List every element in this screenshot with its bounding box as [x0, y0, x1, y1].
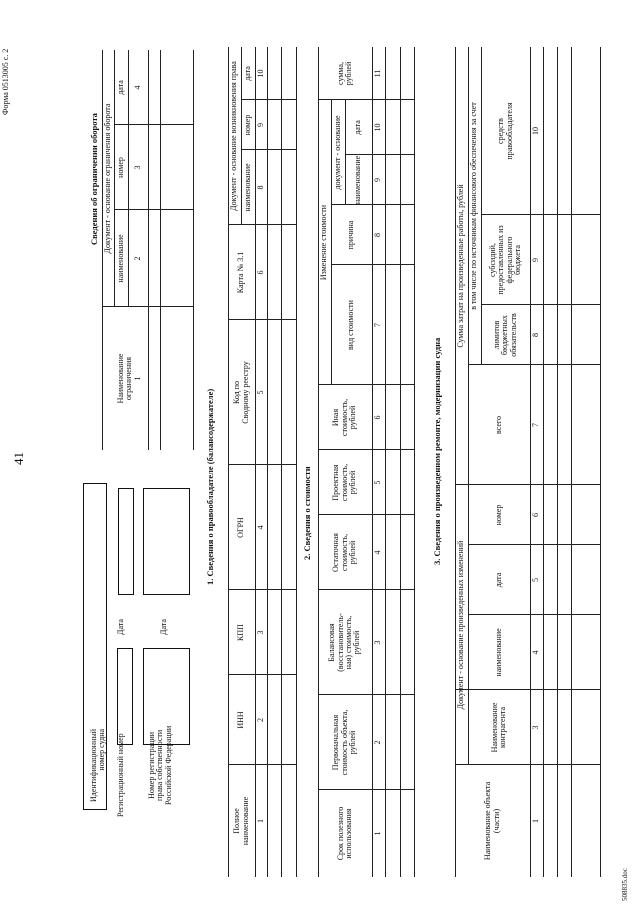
reg-rights-box: [143, 648, 190, 745]
section1-col-doc-date: дата: [242, 66, 252, 81]
section2-title: 2. Сведения о стоимости: [302, 466, 312, 560]
section2-num-6: 6: [373, 415, 383, 420]
section3-num-7: 7: [531, 423, 541, 427]
restrictions-col-doc: Документ - основание ограничения оборота: [102, 103, 112, 254]
section2-num-1: 1: [373, 831, 383, 836]
section3-col-doc: Документ - основание произведенных изменений: [456, 540, 466, 710]
section2-col-sum: сумма, рублей: [335, 61, 353, 86]
section1-col-card: Карта № 3.1: [236, 251, 246, 294]
restrictions-num-1: 1: [132, 376, 142, 381]
restrictions-num-2: 2: [132, 256, 142, 261]
section2-num-11: 11: [373, 69, 383, 78]
section2-num-4: 4: [373, 550, 383, 555]
section1-num-2: 2: [255, 718, 265, 722]
section1-num-4: 4: [255, 525, 265, 530]
reg-number-label: Регистрационный номер: [116, 733, 125, 817]
ident-number-box: [83, 483, 107, 810]
restrictions-col-name: Наименование ограничения: [115, 353, 133, 404]
section3-col-contractor: Наименование контрагента: [489, 702, 507, 753]
section1-col-doc-number: номер: [242, 114, 252, 136]
section3-col-object: Наименование объекта (части): [483, 781, 501, 861]
section1-num-9: 9: [255, 123, 265, 127]
section2-col-other-cost: Иная стоимость, рублей: [331, 398, 358, 437]
section3-col-subsidies: субсидий, предоставленных из федерального бюджета: [487, 225, 522, 295]
restrictions-col-docname: наименование: [115, 234, 125, 283]
reg-date-box: [118, 488, 134, 595]
section3-col-own-funds: средств правообладателя: [496, 102, 514, 160]
section3-col-doc-date: дата: [493, 572, 503, 588]
section3-num-1: 1: [531, 819, 541, 823]
section1-num-5: 5: [255, 390, 265, 395]
section3-col-doc-name: наименование: [493, 628, 503, 677]
restrictions-title: Сведения об ограничении оборота: [89, 113, 99, 245]
section1-col-registry: Код по Сводному реестру: [232, 361, 250, 424]
restrictions-col-date: дата: [115, 80, 125, 95]
section2-col-residual-cost: Остаточная стоимость, рублей: [331, 533, 358, 572]
section2-num-2: 2: [373, 740, 383, 745]
section3-num-10: 10: [531, 127, 541, 135]
section2-col-doc: документ - основание: [332, 115, 342, 190]
section2-col-doc-name: наименование: [353, 155, 363, 205]
restrictions-num-3: 3: [132, 165, 142, 170]
page-number: 41: [11, 452, 26, 465]
ident-number-label: Идентификационный номер судна: [89, 728, 107, 802]
section1-num-6: 6: [255, 270, 265, 275]
section3-num-9: 9: [531, 258, 541, 262]
section1-num-1: 1: [255, 819, 265, 823]
section3-col-total: всего: [493, 416, 503, 435]
section2-num-7: 7: [373, 323, 383, 327]
form-label: Форма 0513005 с. 2: [1, 48, 10, 115]
section2-col-balance-cost: Балансовая (восстановитель- ная) стоимость, рублей: [327, 613, 362, 672]
section1-title: 1. Сведения о правообладателе (балансодержателе): [205, 388, 215, 585]
section3-num-5: 5: [531, 578, 541, 582]
section2-num-8: 8: [373, 233, 383, 237]
section2-num-5: 5: [373, 480, 383, 485]
section2-col-cost-type: вид стоимости: [346, 300, 356, 350]
reg-rights-label: Номер регистрации права собственности Российской Федерации: [147, 725, 173, 805]
section1-col-kpp: КПП: [236, 624, 246, 641]
restrictions-col-number: номер: [115, 157, 125, 178]
reg-date-label: Дата: [116, 619, 125, 635]
section2-num-10: 10: [373, 123, 383, 132]
section3-num-8: 8: [531, 333, 541, 337]
reg-rights-date-box: [143, 488, 190, 595]
section2-col-change: Изменение стоимости: [319, 204, 329, 281]
section2-col-reason: причина: [346, 220, 356, 250]
section1-num-10: 10: [255, 69, 265, 78]
section1-num-8: 8: [255, 185, 265, 190]
section1-col-doc: Документ - основание возникновения права: [229, 61, 239, 211]
section1-col-doc-name: наименование: [242, 163, 252, 212]
section1-col-fullname: Полное наименование: [232, 796, 250, 846]
section1-col-ogrn: ОГРН: [236, 517, 246, 538]
section2-col-initial-cost: Первоначальная стоимость объекта, рублей: [331, 709, 358, 776]
section1-col-inn: ИНН: [236, 711, 246, 729]
section3-num-3: 3: [531, 725, 541, 730]
section3-num-6: 6: [531, 513, 541, 517]
section3-col-doc-number: номер: [493, 504, 503, 526]
section2-col-doc-date: дата: [353, 120, 363, 135]
section3-title: 3. Сведения о произведенном ремонте, модернизации судна: [432, 337, 442, 565]
reg-rights-date-label: Дата: [159, 619, 168, 635]
section2-num-9: 9: [373, 178, 383, 182]
section2-col-useful-life: Срок полезного использования: [335, 806, 353, 861]
section3-num-4: 4: [531, 650, 541, 655]
section3-col-limits: лимитов бюджетных обязательств: [491, 313, 518, 357]
footer-code: 508835.doc: [621, 868, 629, 901]
restrictions-num-4: 4: [132, 85, 142, 90]
section2-num-3: 3: [373, 640, 383, 645]
reg-number-box: [117, 648, 133, 745]
section1-num-3: 3: [255, 630, 265, 635]
section3-col-sources: в том числе по источникам финансового обеспечения за счет: [469, 102, 479, 310]
section3-col-cost: Сумма затрат на произведенные работы, рублей: [456, 184, 466, 348]
section2-col-project-cost: Проектная стоимость, рублей: [331, 463, 358, 502]
